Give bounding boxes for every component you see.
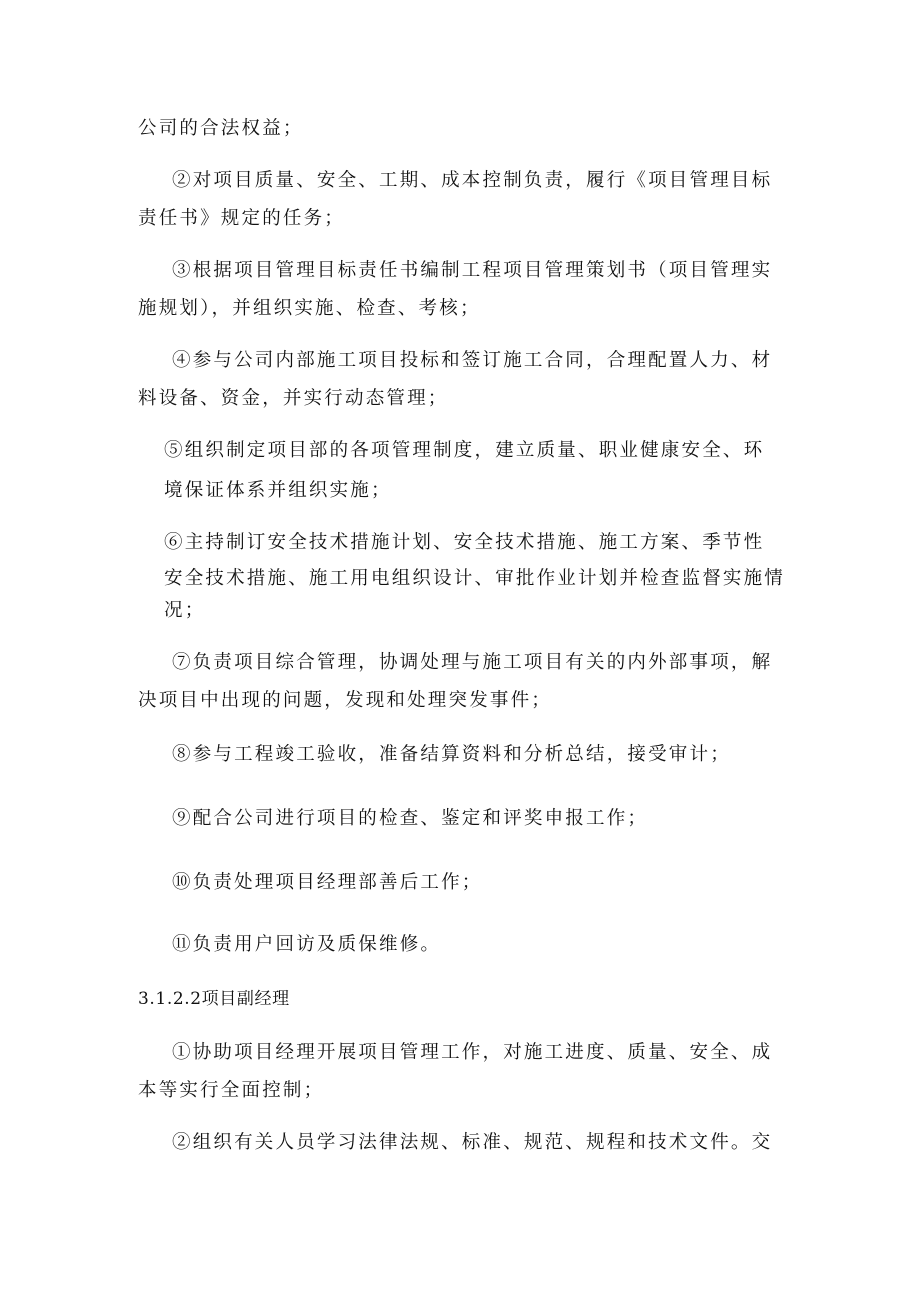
sub-list-item-2-line-1: ②组织有关人员学习法律法规、标准、规范、规程和技术文件。交	[172, 1132, 773, 1153]
section-heading: 3.1.2.2项目副经理	[138, 989, 290, 1009]
sub-list-item-1-line-1: ①协助项目经理开展项目管理工作，对施工进度、质量、安全、成	[172, 1042, 773, 1063]
list-item-8: ⑧参与工程竣工验收，准备结算资料和分析总结，接受审计；	[172, 744, 731, 765]
list-item-4-line-2: 料设备、资金，并实行动态管理；	[138, 388, 449, 409]
list-item-3-line-2: 施规划），并组织实施、检查、考核；	[138, 298, 481, 319]
list-item-11: ⑪负责用户回访及质保维修。	[172, 934, 442, 955]
text-line: 公司的合法权益；	[138, 118, 304, 139]
list-item-2-line-2: 责任书》规定的任务；	[138, 208, 346, 229]
list-item-5-line-1: ⑤组织制定项目部的各项管理制度，建立质量、职业健康安全、环	[164, 440, 765, 461]
list-item-2-line-1: ②对项目质量、安全、工期、成本控制负责，履行《项目管理目标	[172, 170, 773, 191]
list-item-7-line-1: ⑦负责项目综合管理，协调处理与施工项目有关的内外部事项，解	[172, 652, 773, 673]
list-item-10: ⑩负责处理项目经理部善后工作；	[172, 872, 483, 893]
list-item-6-line-1: ⑥主持制订安全技术措施计划、安全技术措施、施工方案、季节性	[164, 532, 765, 553]
list-item-6-line-3: 况；	[164, 600, 206, 621]
list-item-6-line-2: 安全技术措施、施工用电组织设计、审批作业计划并检查监督实施情	[164, 568, 786, 589]
list-item-5-line-2: 境保证体系并组织实施；	[164, 480, 392, 501]
list-item-7-line-2: 决项目中出现的问题，发现和处理突发事件；	[138, 690, 553, 711]
list-item-4-line-1: ④参与公司内部施工项目投标和签订施工合同，合理配置人力、材	[172, 350, 773, 371]
list-item-9: ⑨配合公司进行项目的检查、鉴定和评奖申报工作；	[172, 808, 649, 829]
sub-list-item-1-line-2: 本等实行全面控制；	[138, 1080, 325, 1101]
list-item-3-line-1: ③根据项目管理目标责任书编制工程项目管理策划书（项目管理实	[172, 260, 773, 281]
